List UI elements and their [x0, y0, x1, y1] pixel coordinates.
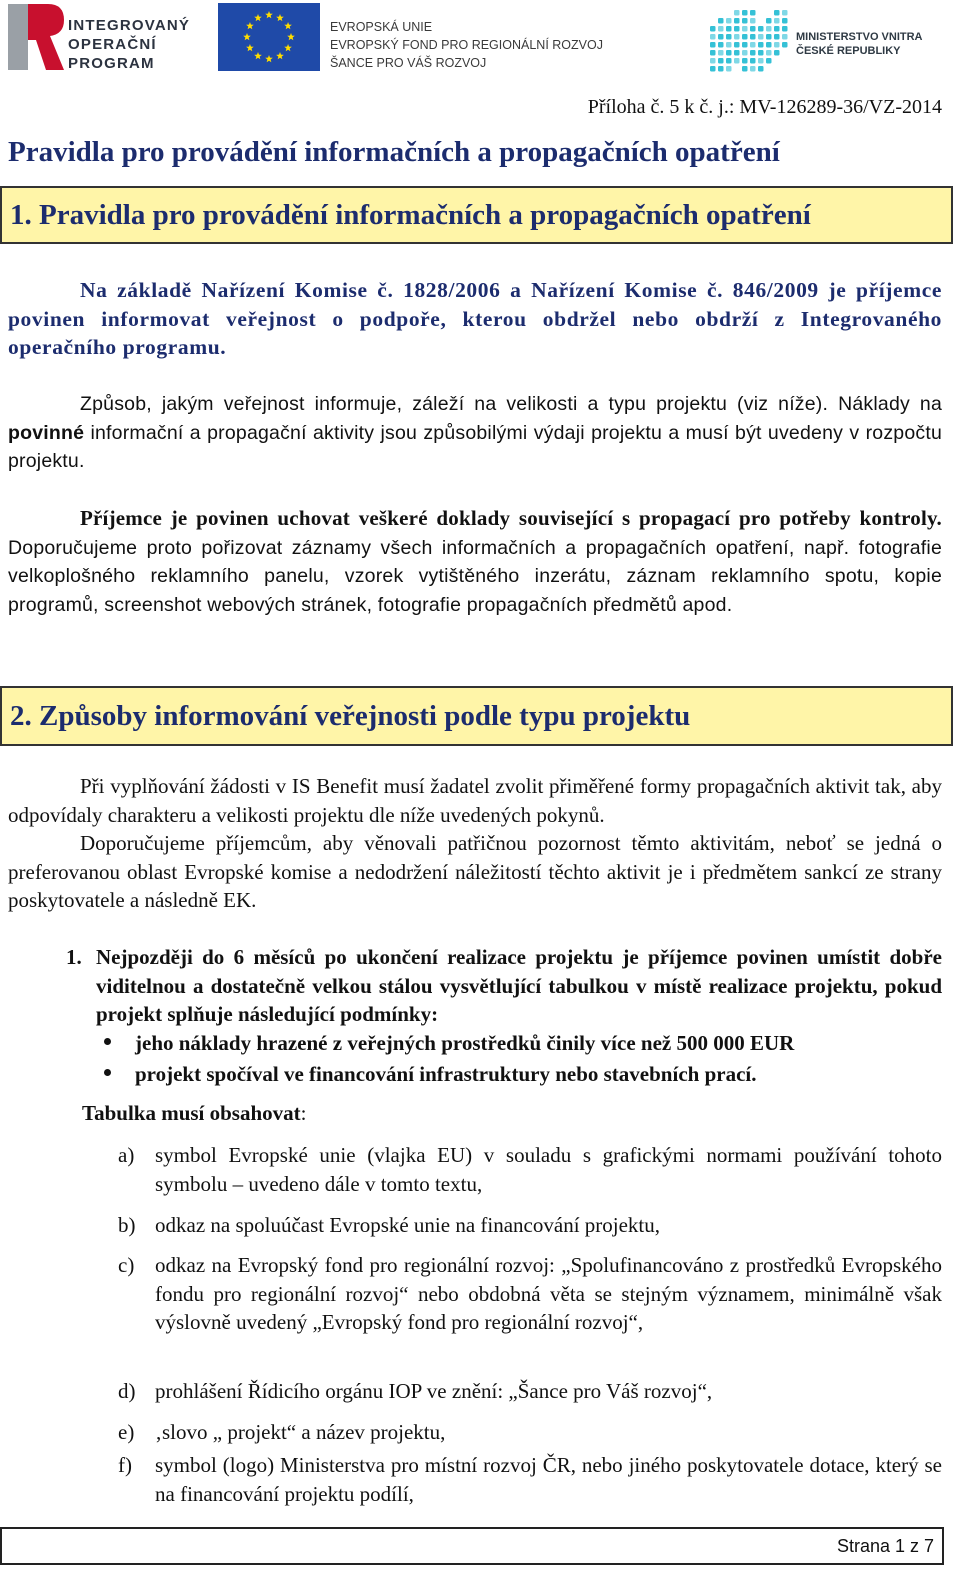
ministry-dot — [734, 50, 740, 56]
ministry-dot — [758, 42, 764, 48]
bullet-item — [104, 1031, 794, 1056]
ministry-dot — [718, 42, 724, 48]
list-marker: f) — [118, 1453, 132, 1477]
ministry-dot — [734, 18, 740, 24]
list-marker: a) — [118, 1143, 135, 1167]
ministry-logo-text — [796, 30, 923, 58]
section-heading-box — [0, 186, 953, 244]
iop-logo — [8, 4, 191, 72]
emphasis-text: povinné — [8, 421, 85, 444]
ministry-dot — [766, 42, 772, 48]
ministry-dot — [718, 34, 724, 40]
ministry-dot — [758, 66, 764, 72]
section-1-heading: 1. Pravidla pro provádění informačních a propagačních opatření — [10, 199, 811, 231]
list-item — [118, 1377, 942, 1406]
ministry-dot — [750, 26, 756, 32]
section-1-paragraph-1 — [8, 276, 942, 362]
ministry-dot — [758, 34, 764, 40]
eu-text-line: EVROPSKÁ UNIE — [330, 20, 433, 34]
ministry-dot — [742, 66, 748, 72]
page-number: Strana 1 z 7 — [836, 1536, 934, 1556]
ministry-dot — [782, 10, 788, 16]
ministry-dot — [734, 26, 740, 32]
list-text: odkaz na spoluúčast Evropské unie na financování projektu, — [155, 1213, 661, 1237]
logo-header — [0, 0, 960, 80]
iop-logo-line: OPERAČNÍ — [68, 36, 157, 53]
ministry-dot — [718, 50, 724, 56]
list-item — [118, 1211, 942, 1240]
ministry-dot — [710, 34, 716, 40]
ministry-dot — [726, 58, 732, 64]
ministry-dot — [774, 26, 780, 32]
ministry-dot — [718, 18, 724, 24]
ministry-dot — [734, 10, 740, 16]
eu-flag-icon — [218, 3, 320, 71]
section-1-paragraph-2 — [8, 390, 942, 476]
list-item — [118, 1141, 942, 1198]
ministry-dot — [766, 26, 772, 32]
list-text: ‚slovo „ projekt“ a název projektu, — [155, 1420, 446, 1444]
numbered-item-1 — [66, 943, 942, 1029]
list-item — [118, 1451, 942, 1508]
ministry-dot — [742, 18, 748, 24]
ministry-dot — [718, 66, 724, 72]
ministry-dot — [710, 58, 716, 64]
ministry-dot — [774, 18, 780, 24]
iop-logo-red-shape — [28, 4, 64, 70]
ministry-dot — [750, 10, 756, 16]
ministry-dot — [734, 58, 740, 64]
ministry-dot — [782, 42, 788, 48]
ministry-dot — [750, 50, 756, 56]
ministry-dot — [774, 10, 780, 16]
list-text: symbol Evropské unie (vlajka EU) v souladu s grafickými normami používání tohoto symbolu – uvedeno dále v tomto textu, — [155, 1143, 942, 1196]
section-1-paragraph-3 — [8, 504, 942, 619]
eu-text-line: EVROPSKÝ FOND PRO REGIONÁLNÍ ROZVOJ — [330, 38, 603, 52]
ministry-dot — [774, 42, 780, 48]
ministry-dot — [742, 42, 748, 48]
list-text: odkaz na Evropský fond pro regionální rozvoj: „Spolufinancováno z prostředků Evropského fondu pro regionální rozvoj“ nebo obdobná věta se stejným významem, minimálně však výslovně uvedený „Evropský fond pro regionální rozvoj“, — [155, 1253, 942, 1335]
eu-text — [330, 18, 603, 72]
ministry-dot — [750, 66, 756, 72]
list-text: prohlášení Řídicího orgánu IOP ve znění: „Šance pro Váš rozvoj“, — [155, 1379, 713, 1403]
list-item — [118, 1418, 942, 1447]
section-2-heading: 2. Způsoby informování veřejnosti podle typu projektu — [10, 700, 691, 732]
ministry-dot — [750, 34, 756, 40]
ministry-dot — [750, 42, 756, 48]
ministry-dot — [718, 58, 724, 64]
ministry-dot — [726, 18, 732, 24]
iop-logo-line: INTEGROVANÝ — [68, 17, 191, 34]
ministry-dot — [710, 26, 716, 32]
ministry-dot — [726, 66, 732, 72]
ministry-dot — [742, 50, 748, 56]
ministry-dot — [758, 26, 764, 32]
ministry-dot — [742, 34, 748, 40]
paragraph-text: informační a propagační aktivity jsou způsobilými výdaji projektu a musí být uvedeny v rozpočtu projektu. — [8, 421, 942, 473]
iop-logo-text — [68, 16, 190, 73]
ministry-dot — [742, 10, 748, 16]
list-marker: b) — [118, 1213, 136, 1237]
ministry-dot — [758, 50, 764, 56]
ministry-dot — [774, 34, 780, 40]
iop-logo-line: PROGRAM — [68, 55, 155, 72]
ministry-dot — [774, 50, 780, 56]
bullet-icon — [104, 1038, 111, 1045]
item-number: 1. — [66, 945, 82, 969]
eu-text-line: ŠANCE PRO VÁŠ ROZVOJ — [330, 56, 487, 70]
emphasis-text: Příjemce je povinen uchovat veškeré doklady související s propagací pro potřeby kontroly. — [80, 506, 942, 530]
paragraph-text: Doporučujeme příjemcům, aby věnovali patřičnou pozornost těmto aktivitám, neboť se jedná o preferovanou oblast Evropské komise a nedodržení náležitostí těchto aktivit je i předmětem sankcí ze strany poskytovatele a následně EK. — [8, 831, 942, 913]
paragraph-text: Způsob, jakým veřejnost informuje, záleží na velikosti a typu projektu (viz níže). Náklady na — [80, 393, 942, 415]
ministry-dot — [782, 18, 788, 24]
bullet-item — [104, 1062, 756, 1087]
list-marker: e) — [118, 1420, 135, 1444]
table-requirements-heading — [82, 1101, 307, 1126]
ministry-dot — [710, 66, 716, 72]
ministry-dot — [766, 34, 772, 40]
ministry-dot — [726, 50, 732, 56]
ministry-dot — [734, 42, 740, 48]
ministry-dot — [742, 26, 748, 32]
page-footer — [0, 1527, 944, 1565]
ministry-dot — [710, 42, 716, 48]
ministry-dot — [766, 58, 772, 64]
ministry-dot — [726, 34, 732, 40]
ministry-dot — [758, 58, 764, 64]
ministry-text-line: ČESKÉ REPUBLIKY — [796, 45, 901, 57]
list-text: symbol (logo) Ministerstva pro místní rozvoj ČR, nebo jiného poskytovatele dotace, který se na financování projektu podílí, — [155, 1453, 942, 1506]
list-item — [118, 1251, 942, 1337]
heading-text: Tabulka musí obsahovat — [82, 1101, 301, 1125]
ministry-dot — [750, 18, 756, 24]
list-marker: c) — [118, 1253, 135, 1277]
ministry-dot — [766, 50, 772, 56]
ministry-logo-dots-icon — [710, 10, 790, 72]
ministry-dot — [742, 58, 748, 64]
bullet-icon — [104, 1069, 111, 1076]
paragraph-text: Doporučujeme proto pořizovat záznamy všech informačních a propagačních opatření, např. fotografie velkoplošného reklamního panelu, vzorek vytištěného inzerátu, záznam reklamního spotu, kopie programů, screenshot webových stránek, fotografie propagačních předmětů apod. — [8, 536, 942, 616]
section-2-paragraph-2 — [8, 829, 942, 915]
paragraph-text: Při vyplňování žádosti v IS Benefit musí žadatel zvolit přiměřené formy propagačních aktivit tak, aby odpovídaly charakteru a velikosti projektu dle níže uvedených pokynů. — [8, 774, 942, 827]
section-2-paragraph-1 — [8, 772, 942, 829]
document-title: Pravidla pro provádění informačních a propagačních opatření — [8, 136, 780, 168]
section-heading-box — [0, 686, 953, 746]
bullet-text: projekt spočíval ve financování infrastruktury nebo stavebních prací. — [135, 1062, 757, 1086]
bullet-text: jeho náklady hrazené z veřejných prostředků činily více než 500 000 EUR — [135, 1031, 795, 1055]
ministry-dot — [750, 58, 756, 64]
list-marker: d) — [118, 1379, 136, 1403]
paragraph-text: Na základě Nařízení Komise č. 1828/2006 a Nařízení Komise č. 846/2009 je příjemce povinen informovat veřejnost o podpoře, kterou obdržel nebo obdrží z Integrovaného operačního programu. — [8, 278, 942, 360]
ministry-dot — [726, 42, 732, 48]
ministry-dot — [718, 26, 724, 32]
ministry-dot — [766, 18, 772, 24]
ministry-text-line: MINISTERSTVO VNITRA — [796, 31, 923, 43]
ministry-dot — [734, 34, 740, 40]
ministry-dot — [782, 34, 788, 40]
ministry-dot — [726, 26, 732, 32]
annex-reference: Příloha č. 5 k č. j.: MV-126289-36/VZ-2014 — [587, 96, 942, 118]
ministry-dot — [710, 50, 716, 56]
item-text: Nejpozději do 6 měsíců po ukončení realizace projektu je příjemce povinen umístit dobře viditelnou a dostatečně velkou stálou vysvětlující tabulkou v místě realizace projektu, pokud projekt splňuje následující podmínky: — [96, 945, 942, 1027]
heading-colon: : — [300, 1101, 307, 1125]
ministry-dot — [782, 26, 788, 32]
iop-logo-grey-bar — [8, 4, 28, 70]
